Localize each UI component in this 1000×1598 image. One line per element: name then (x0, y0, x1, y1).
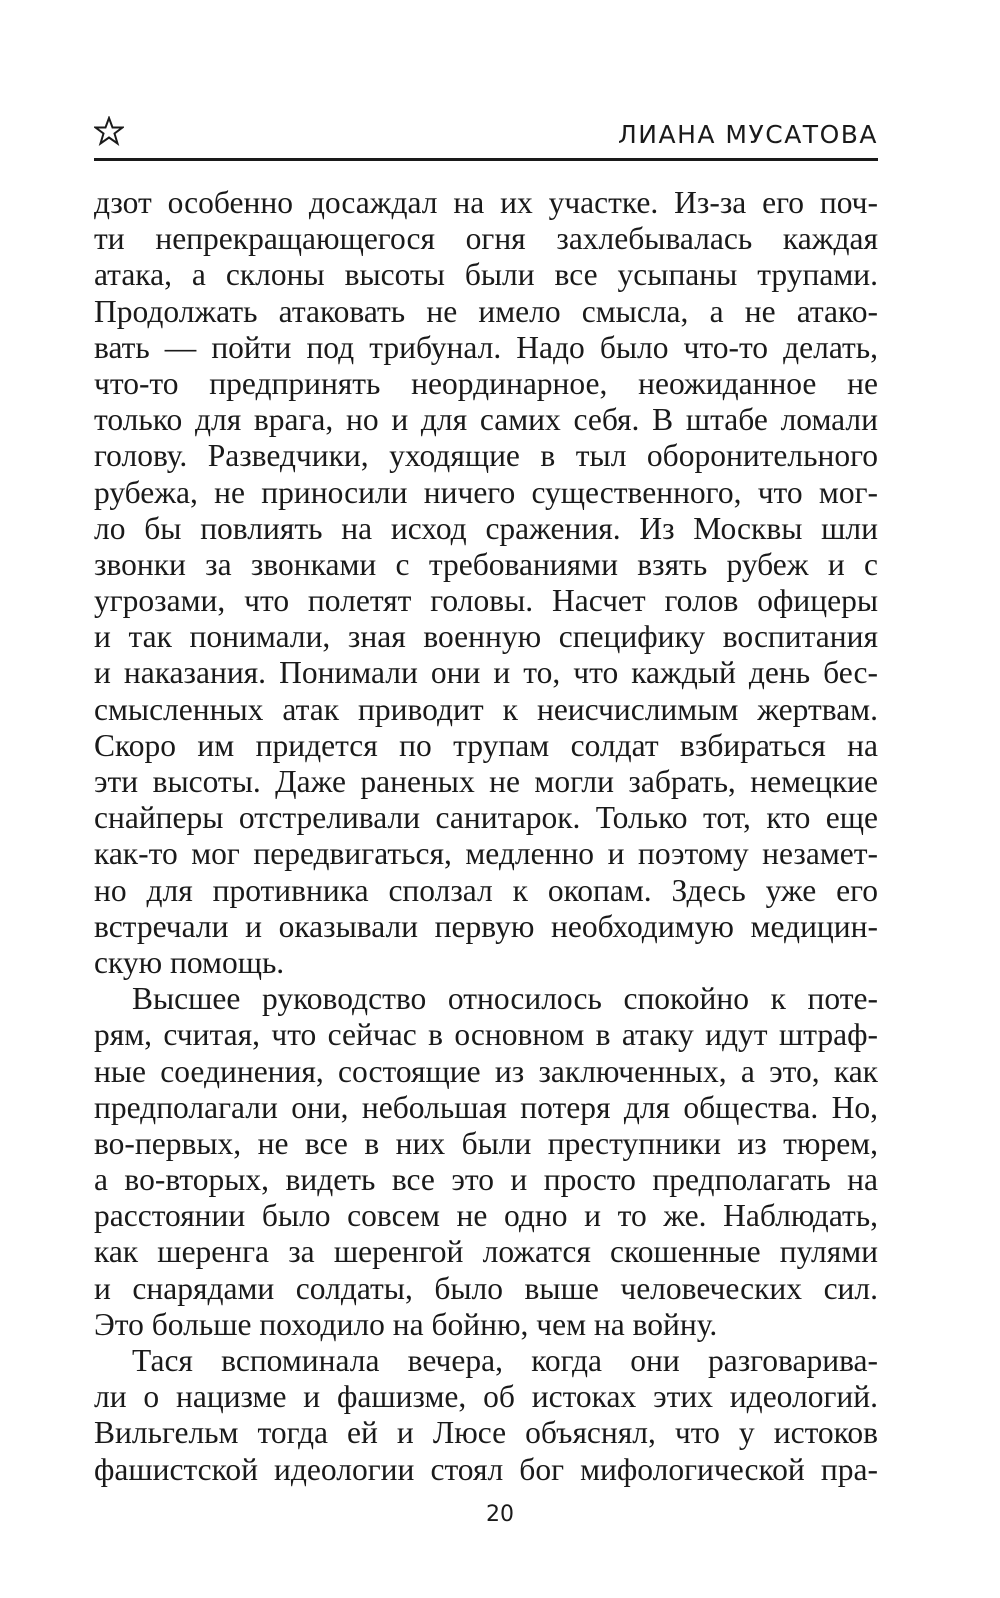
text-line: звонки за звонками с требованиями взять рубеж и с (94, 546, 878, 582)
body-text (94, 185, 878, 1488)
text-line: встречали и оказывали первую необходимую медицин- (94, 908, 878, 944)
text-line: угрозами, что полетят головы. Насчет голов офицеры (94, 583, 878, 619)
text-line: и так понимали, зная военную специфику воспитания (94, 619, 878, 655)
text-line: рям, считая, что сейчас в основном в атаку идут штраф- (94, 1017, 878, 1053)
text-line: Скоро им придется по трупам солдат взбираться на (94, 727, 878, 763)
text-line: и снарядами солдаты, было выше человеческих сил. (94, 1270, 878, 1306)
author-name: ЛИАНА МУСАТОВА (617, 120, 878, 149)
running-header (94, 112, 878, 161)
text-line: Продолжать атаковать не имело смысла, а не атако- (94, 293, 878, 329)
text-line: Это больше походило на бойню, чем на войну. (94, 1306, 718, 1342)
text-line: и наказания. Понимали они и то, что каждый день бес- (94, 655, 878, 691)
text-line: дзот особенно досаждал на их участке. Из-за его поч- (94, 185, 878, 220)
text-line: но для противника сползал к окопам. Здесь уже его (94, 872, 878, 908)
text-line: голову. Разведчики, уходящие в тыл оборонительного (94, 438, 878, 474)
text-line: ли о нацизме и фашизме, об истоках этих идеологий. (94, 1379, 878, 1415)
star-outline-icon (94, 116, 124, 146)
text-line: эти высоты. Даже раненых не могли забрать, немецкие (94, 764, 878, 799)
text-line: как-то мог передвигаться, медленно и поэтому незамет- (94, 836, 878, 872)
text-line: атака, а склоны высоты были все усыпаны трупами. (94, 257, 878, 293)
text-line: расстоянии было совсем не одно и то же. Наблюдать, (94, 1198, 878, 1234)
text-line: смысленных атак приводит к неисчислимым жертвам. (94, 691, 878, 727)
page-number: 20 (486, 1502, 514, 1527)
text-line: рубежа, не приносили ничего существенного, что мог- (94, 474, 878, 510)
text-line: Высшее руководство относилось спокойно к поте- (132, 981, 878, 1017)
text-line: Вильгельм тогда ей и Люсе объяснял, что у истоков (94, 1415, 878, 1451)
text-line: ти непрекращающегося огня захлебывалась каждая (94, 221, 878, 257)
text-line: фашистской идеологии стоял бог мифологической пра- (94, 1451, 878, 1487)
text-line: а во-вторых, видеть все это и просто предполагать на (94, 1162, 878, 1198)
text-line: ло бы повлиять на исход сражения. Из Москвы шли (94, 510, 878, 546)
text-line: ные соединения, состоящие из заключенных, а это, как (94, 1053, 878, 1089)
text-line: что-то предпринять неординарное, неожиданное не (94, 365, 878, 401)
text-line: во-первых, не все в них были преступники из тюрем, (94, 1125, 878, 1161)
text-line: Тася вспоминала вечера, когда они разговарива- (132, 1343, 878, 1378)
text-line: скую помощь. (94, 944, 285, 980)
text-line: снайперы отстреливали санитарок. Только тот, кто еще (94, 800, 878, 836)
text-line: как шеренга за шеренгой ложатся скошенные пулями (94, 1234, 878, 1270)
text-line: вать — пойти под трибунал. Надо было что-то делать, (94, 329, 878, 365)
text-line: только для врага, но и для самих себя. В штабе ломали (94, 402, 878, 438)
text-line: предполагали они, небольшая потеря для общества. Но, (94, 1089, 878, 1125)
